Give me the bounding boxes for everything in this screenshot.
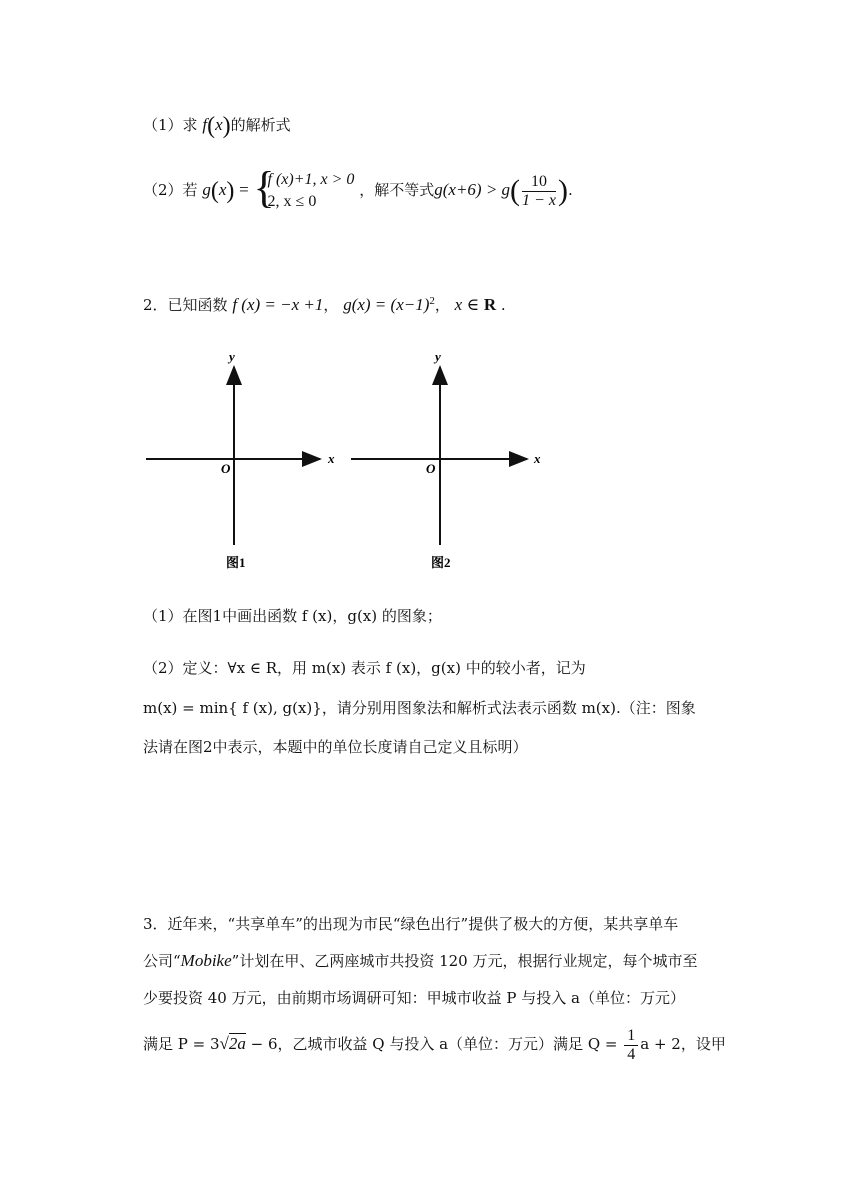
q1-part2-g: g xyxy=(202,180,211,199)
figure-caption: 图1 xyxy=(226,555,246,570)
q3-line2-a: 公司“ xyxy=(143,952,181,970)
q2-part2-line1: （2）定义：∀x ∈ R，用 m(x) 表示 f (x)，g(x) 中的较小者，记为 xyxy=(143,659,586,677)
figure-caption: 图2 xyxy=(431,555,451,570)
q2-sep2: ， xyxy=(434,296,450,314)
q2-f-def: f (x) = −x +1 xyxy=(232,295,324,314)
q3-line4-a: 满足 P = 3 xyxy=(143,1035,220,1053)
q3-line2-b: ”计划在甲、乙两座城市共投资 120 万元，根据行业规定，每个城市至 xyxy=(231,952,698,970)
q1-part2-prefix: （2）若 xyxy=(143,181,198,199)
q3-line1: 3．近年来，“共享单车”的出现为市民“绿色出行”提供了极大的方便，某共享单车 xyxy=(143,915,679,933)
origin-label: O xyxy=(221,461,231,476)
origin-label: O xyxy=(426,461,436,476)
q3-line4-b: − 6，乙城市收益 Q 与投入 a（单位：万元）满足 Q = xyxy=(245,1035,618,1053)
q3-line4: 满足 P = 3√2a − 6，乙城市收益 Q 与投入 a（单位：万元）满足 Q = $\frac{1}{4}$ a + 2，设甲 xyxy=(143,1026,726,1063)
q3-line2 xyxy=(143,950,698,972)
y-label: y xyxy=(435,349,441,364)
q1-part1-arg: x xyxy=(215,115,223,134)
q1-part2-mid: ，解不等式 xyxy=(359,181,435,199)
frac-den: 4 xyxy=(627,1045,636,1063)
q3-line4-c: a + 2，设甲 xyxy=(640,1035,726,1053)
q2-real-set: R xyxy=(483,295,497,314)
frac-num: 1 xyxy=(624,1027,638,1046)
frac-den: 1 − x xyxy=(522,191,556,209)
q2-part2-line3: 法请在图2中表示，本题中的单位长度请自己定义且标明） xyxy=(143,738,528,756)
fraction-10-over-1-minus-x xyxy=(522,173,556,210)
q1-part2-eq: = xyxy=(239,180,249,199)
q2-domain: x ∈ xyxy=(454,295,480,314)
q2-end: . xyxy=(500,296,506,314)
q1-part1: （1）求 f(x)的解析式 xyxy=(143,113,291,139)
q1-part2-ineq-left: g(x+6) > g xyxy=(434,180,511,199)
q2-sep1: ， xyxy=(323,296,339,314)
q1-part1-prefix: （1）求 xyxy=(143,116,198,134)
figure-1 xyxy=(140,345,350,575)
q1-part2: （2）若 g(x) = { f (x)+1, x > 0 2, x ≤ 0 ，解不等式g(x+6) > g( $\frac{10}{1 - x}$ ). xyxy=(143,163,573,212)
q2-g-def: g(x) = (x−1) xyxy=(343,295,430,314)
case-row-1: f (x)+1, x > 0 xyxy=(267,171,355,188)
figure-2 xyxy=(345,345,555,575)
case-row-2: 2, x ≤ 0 xyxy=(267,193,317,210)
q3-sqrt-arg: 2a xyxy=(228,1034,246,1053)
piecewise-cases: { f (x)+1, x > 0 2, x ≤ 0 xyxy=(253,163,355,212)
x-label: x xyxy=(534,451,541,466)
q1-part1-func: f xyxy=(202,115,208,134)
q2-part2-line2: m(x) = min{ f (x), g(x)}，请分别用图象法和解析式法表示函数 m(x).（注：图象 xyxy=(143,699,696,717)
q3-brand: Mobike xyxy=(180,951,232,970)
x-label: x xyxy=(328,451,335,466)
q2-stem-text: 2．已知函数 xyxy=(143,296,228,314)
q1-part2-arg: x xyxy=(218,180,227,199)
q1-part2-end: . xyxy=(567,181,573,199)
y-label: y xyxy=(229,349,235,364)
q1-part1-suffix: 的解析式 xyxy=(230,116,291,134)
q2-exp: 2 xyxy=(429,295,435,307)
q3-line3: 少要投资 40 万元，由前期市场调研可知：甲城市收益 P 与投入 a（单位：万元） xyxy=(143,989,685,1007)
frac-num: 10 xyxy=(522,173,556,192)
fraction-1-over-4 xyxy=(624,1027,638,1064)
q2-stem xyxy=(143,290,506,316)
q2-part1: （1）在图1中画出函数 f (x)，g(x) 的图象； xyxy=(143,607,442,625)
